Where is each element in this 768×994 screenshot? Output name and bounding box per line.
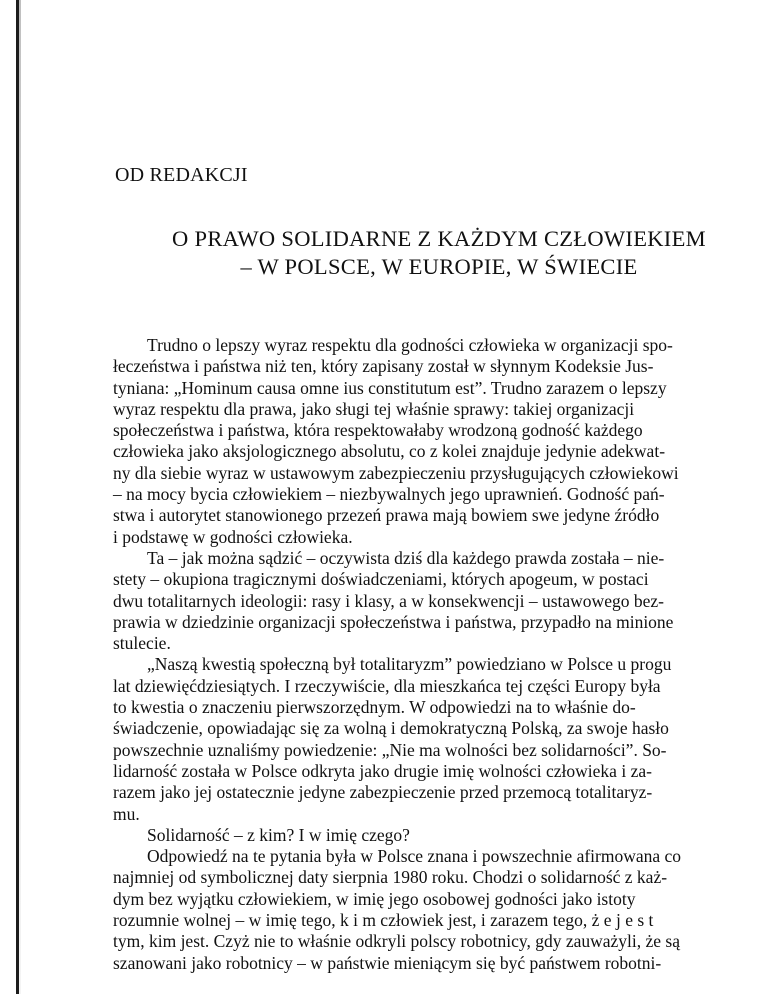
body-text-line: tyniana: „Hominum causa omne ius constitutum est”. Trudno zarazem o lepszy — [113, 377, 667, 398]
body-text-line: „Naszą kwestią społeczną był totalitaryzm” powiedziano w Polsce u progu — [147, 654, 672, 675]
body-text-line: dym bez wyjątku człowiekiem, w imię jego osobowej godności jako istoty — [113, 888, 636, 909]
body-text-line: – na mocy bycia człowiekiem – niezbywalnych jego uprawnień. Godność pań- — [113, 484, 665, 505]
body-text-line: stety – okupiona tragicznymi doświadczeniami, których apogeum, w postaci — [113, 569, 649, 590]
body-text-line: to kwestia o znaczeniu pierwszorzędnym. W odpowiedzi na to właśnie do- — [113, 697, 636, 718]
body-text-line: mu. — [113, 803, 140, 824]
body-text-line: wyraz respektu dla prawa, jako sługi tej właśnie sprawy: takiej organizacji — [113, 398, 635, 419]
body-text-line: Trudno o lepszy wyraz respektu dla godności człowieka w organizacji spo- — [147, 335, 673, 355]
body-text-line: ny dla siebie wyraz w ustawowym zabezpieczeniu przysługujących człowiekowi — [113, 462, 679, 483]
body-text-line: i podstawę w godności człowieka. — [113, 526, 353, 547]
section-label: OD REDAKCJI — [115, 164, 248, 186]
body-text-line: łeczeństwa i państwa niż ten, który zapisany został w słynnym Kodeksie Jus- — [113, 356, 654, 377]
body-text-line: Solidarność – z kim? I w imię czego? — [147, 824, 410, 845]
body-text-line: lat dziewięćdziesiątych. I rzeczywiście, dla mieszkańca tej części Europy była — [113, 675, 661, 696]
body-text-line: dwu totalitarnych ideologii: rasy i klasy, a w konsekwencji – ustawowego bez- — [113, 590, 664, 611]
body-text-line: razem jako jej ostatecznie jedyne zabezpieczenie przed przemocą totalitaryz- — [113, 782, 653, 803]
body-text-line: Odpowiedź na te pytania była w Polsce znana i powszechnie afirmowana co — [147, 846, 682, 867]
article-title-line-2: – W POLSCE, W EUROPIE, W ŚWIECIE — [240, 254, 638, 279]
body-text-line: najmniej od symbolicznej daty sierpnia 1980 roku. Chodzi o solidarność z każ- — [113, 867, 668, 888]
page-binding-shadow — [19, 0, 21, 994]
body-text-line: świadczenie, opowiadając się za wolną i demokratyczną Polską, za swoje hasło — [113, 718, 669, 739]
body-text-line: tym, kim jest. Czyż nie to właśnie odkryli polscy robotnicy, gdy zauważyli, że są — [113, 931, 680, 952]
body-text-line: Ta – jak można sądzić – oczywista dziś dla każdego prawda została – nie- — [147, 547, 665, 568]
article-title — [110, 225, 768, 281]
body-text-line: powszechnie uznaliśmy powiedzenie: „Nie ma wolności bez solidarności”. So- — [113, 739, 667, 760]
article-body — [113, 335, 768, 974]
body-text-line: stulecie. — [113, 633, 171, 654]
body-text-line: rozumnie wolnej – w imię tego, k i m człowiek jest, i zarazem tego, ż e j e s t — [113, 910, 654, 931]
body-text-line: człowieka jako aksjologicznego absolutu, co z kolei znajduje jedynie adekwat- — [113, 441, 666, 462]
article-title-line-1: O PRAWO SOLIDARNE Z KAŻDYM CZŁOWIEKIEM — [172, 226, 706, 251]
body-text-line: szanowani jako robotnicy – w państwie mieniącym się być państwem robotni- — [113, 952, 662, 973]
body-text-line: stwa i autorytet stanowionego przezeń prawa mają bowiem swe jedyne źródło — [113, 505, 660, 526]
body-text-line: społeczeństwa i państwa, która respektowałaby wrodzoną godność każdego — [113, 420, 643, 441]
body-text-line: lidarność została w Polsce odkryta jako drugie imię wolności człowieka i za- — [113, 760, 652, 781]
body-text-line: prawia w dziedzinie organizacji społeczeństwa i państwa, przypadło na minione — [113, 611, 674, 632]
